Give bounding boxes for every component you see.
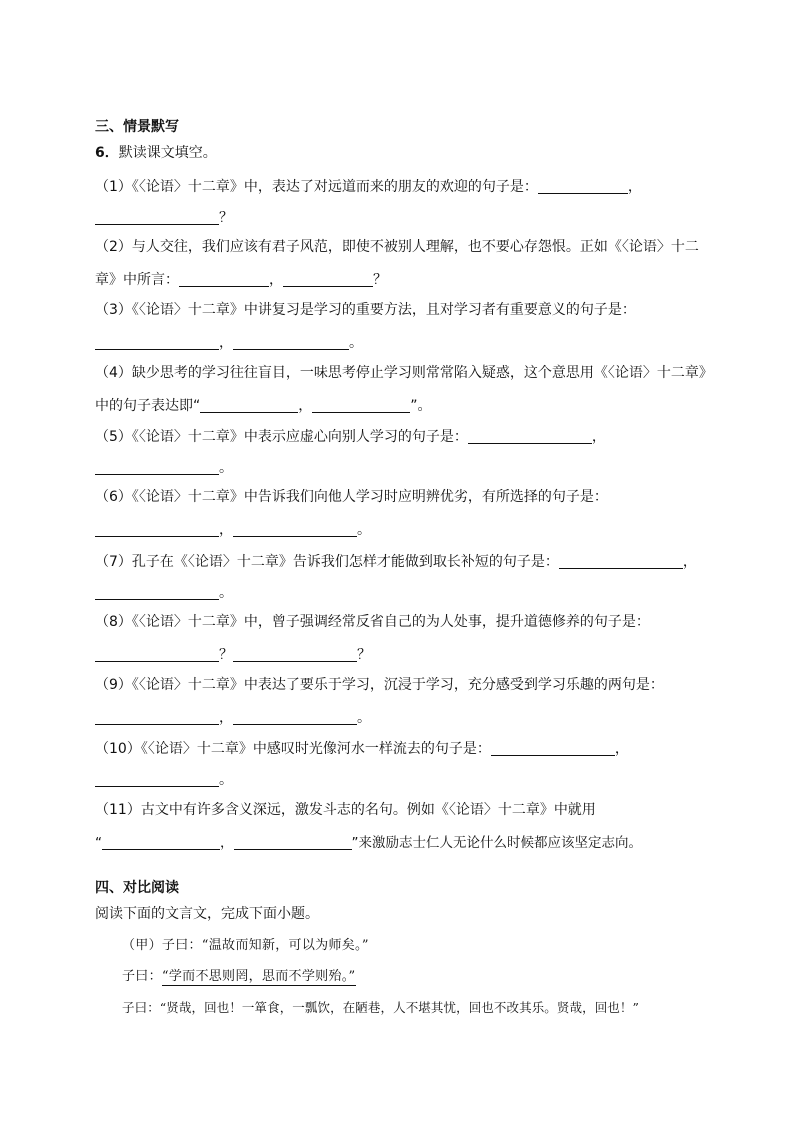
item-6-blank-2[interactable]: [233, 521, 357, 537]
item-4-blank-2[interactable]: [312, 397, 410, 413]
item-7-punct-1: ，: [682, 554, 697, 570]
item-3-blank-1[interactable]: [95, 334, 219, 350]
item-1-line-1: [95, 178, 642, 194]
item-4-line-1: （4）缺少思考的学习往往盲目，一味思考停止学习则常常陷入疑惑，这个意思用《〈论语〉十二章》: [95, 365, 713, 381]
item-5-blank-1[interactable]: [468, 428, 592, 444]
item-11-blank-1[interactable]: [102, 834, 220, 850]
question-title: [95, 146, 217, 160]
item-9-blank-1[interactable]: [95, 709, 219, 725]
passage-line-2-underlined: “学而不思则罔，思而不学则殆。”: [161, 969, 356, 984]
item-11-open-quote: “: [95, 835, 102, 851]
item-4-text: 中的句子表达即“: [95, 398, 201, 414]
item-9-line-1: （9）《〈论语〉十二章》中表达了要乐于学习，沉浸于学习，充分感受到学习乐趣的两句是：: [95, 677, 664, 693]
item-10-punct-1: ，: [614, 741, 629, 757]
item-1-punct-2: ？: [219, 210, 233, 226]
item-10-blank-2[interactable]: [95, 771, 219, 787]
item-2-line-1: （2）与人交往，我们应该有君子风范，即使不被别人理解，也不要心存怨恨。正如《〈论语〉十二: [95, 239, 699, 255]
item-2-blank-2[interactable]: [283, 271, 373, 287]
item-5-line-2: [95, 459, 233, 475]
item-8-punct-1: ？: [219, 647, 233, 663]
question-instruction: 默读课文填空。: [118, 145, 217, 161]
section-heading: 三、情景默写: [95, 119, 179, 135]
item-9-punct-2: 。: [357, 710, 371, 726]
item-11-blank-2[interactable]: [234, 834, 352, 850]
item-1-line-2: [95, 209, 233, 225]
passage-line-2-speaker: 子曰：: [122, 969, 162, 984]
item-1-blank-2[interactable]: [95, 209, 219, 225]
item-2-line-2: [95, 271, 387, 287]
item-10-line-2: [95, 771, 233, 787]
item-10-punct-2: 。: [219, 772, 233, 788]
item-4-punct-1: ，: [298, 398, 313, 414]
item-2-blank-1[interactable]: [179, 271, 269, 287]
item-6-punct-2: 。: [357, 522, 371, 538]
item-8-punct-2: ？: [357, 647, 371, 663]
item-11-line-1: （11）古文中有许多含义深远，激发斗志的名句。例如《〈论语〉十二章》中就用: [95, 802, 596, 818]
item-11-punct-1: ，: [220, 835, 234, 851]
item-5-blank-2[interactable]: [95, 459, 219, 475]
item-10-text: （10）《〈论语〉十二章》中感叹时光像河水一样流去的句子是：: [95, 741, 491, 757]
item-8-blank-1[interactable]: [95, 646, 219, 662]
item-10-blank-1[interactable]: [491, 740, 615, 756]
item-7-line-1: [95, 553, 697, 569]
item-6-blank-1[interactable]: [95, 521, 219, 537]
item-8-blank-2[interactable]: [233, 646, 357, 662]
item-2-punct-1: ，: [269, 272, 283, 288]
item-3-blank-2[interactable]: [233, 334, 349, 350]
reading-instruction: 阅读下面的文言文，完成下面小题。: [95, 906, 319, 922]
item-2-text: 章》中所言：: [95, 272, 179, 288]
item-7-text: （7）孔子在《〈论语〉十二章》告诉我们怎样才能做到取长补短的句子是：: [95, 554, 559, 570]
item-7-blank-2[interactable]: [95, 584, 219, 600]
item-4-blank-1[interactable]: [200, 397, 298, 413]
item-10-line-1: [95, 740, 629, 756]
item-7-blank-1[interactable]: [559, 553, 683, 569]
item-11-line-2: [95, 834, 642, 851]
item-6-line-1: （6）《〈论语〉十二章》中告诉我们向他人学习时应明辨优劣，有所选择的句子是：: [95, 489, 608, 505]
item-3-line-1: （3）《〈论语〉十二章》中讲复习是学习的重要方法，且对学习者有重要意义的句子是：: [95, 302, 636, 318]
item-3-line-2: [95, 334, 363, 350]
item-7-line-2: [95, 584, 233, 600]
item-4-line-2: [95, 397, 432, 413]
item-6-punct-1: ，: [219, 522, 233, 538]
question-number: 6．: [95, 145, 119, 161]
item-1-text: （1）《〈论语〉十二章》中，表达了对远道而来的朋友的欢迎的句子是：: [95, 179, 538, 195]
item-11-text-end: ”来激励志士仁人无论什么时候都应该坚定志向。: [351, 835, 642, 851]
item-4-punct-2: ”。: [410, 398, 432, 414]
item-1-blank-1[interactable]: [538, 178, 628, 194]
section-heading-4: 四、对比阅读: [95, 880, 179, 896]
item-9-blank-2[interactable]: [233, 709, 357, 725]
item-8-line-2: [95, 646, 371, 662]
item-5-punct-1: ，: [591, 429, 606, 445]
item-8-line-1: （8）《〈论语〉十二章》中，曾子强调经常反省自己的为人处事，提升道德修养的句子是：: [95, 614, 650, 630]
passage-line-1: （甲）子曰：“温故而知新，可以为师矣。”: [122, 938, 369, 953]
item-5-punct-2: 。: [219, 460, 233, 476]
item-1-punct-1: ，: [627, 179, 642, 195]
item-3-punct-2: 。: [349, 335, 363, 351]
passage-line-3: 子曰：“贤哉，回也！一箪食，一瓢饮，在陋巷，人不堪其忧，回也不改其乐。贤哉，回也！”: [122, 1000, 639, 1015]
item-6-line-2: [95, 521, 371, 537]
item-3-punct-1: ，: [219, 335, 233, 351]
item-9-punct-1: ，: [219, 710, 233, 726]
item-2-punct-2: ？: [373, 272, 387, 288]
item-5-text: （5）《〈论语〉十二章》中表示应虚心向别人学习的句子是：: [95, 429, 468, 445]
item-9-line-2: [95, 709, 371, 725]
item-5-line-1: [95, 428, 606, 444]
passage-line-2: [122, 970, 356, 983]
item-7-punct-2: 。: [219, 585, 233, 601]
